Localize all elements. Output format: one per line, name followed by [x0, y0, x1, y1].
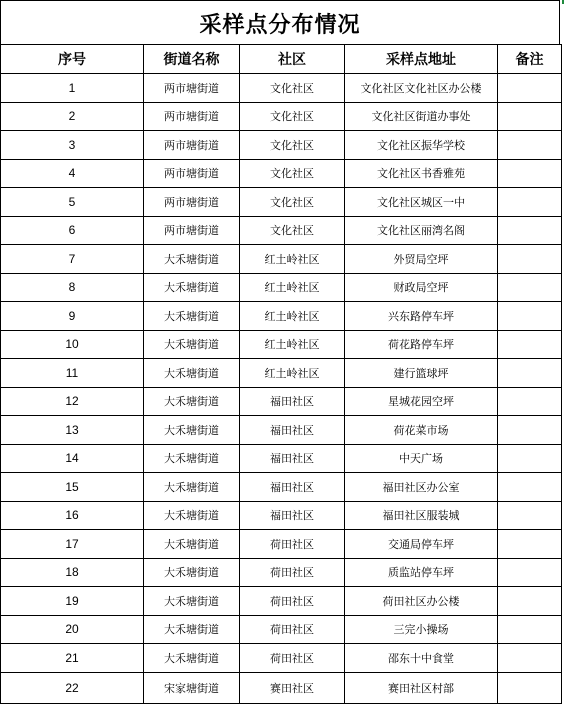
- cell-index[interactable]: 4: [1, 159, 144, 188]
- cell-index[interactable]: 16: [1, 501, 144, 530]
- cell-community[interactable]: 文化社区: [240, 74, 345, 103]
- cell-street[interactable]: 大禾塘街道: [144, 615, 240, 644]
- cell-address[interactable]: 星城花园空坪: [345, 387, 498, 416]
- cell-street[interactable]: 两市塘街道: [144, 188, 240, 217]
- table-row: [1, 131, 562, 160]
- cell-community[interactable]: 荷田社区: [240, 530, 345, 559]
- cell-index[interactable]: 10: [1, 330, 144, 359]
- cell-remark[interactable]: [498, 131, 562, 160]
- column-header-street[interactable]: 街道名称: [144, 45, 240, 74]
- cell-address[interactable]: 邵东十中食堂: [345, 644, 498, 673]
- cell-index[interactable]: 12: [1, 387, 144, 416]
- cell-index[interactable]: 17: [1, 530, 144, 559]
- cell-index[interactable]: 5: [1, 188, 144, 217]
- cell-address[interactable]: 福田社区服装城: [345, 501, 498, 530]
- cell-address[interactable]: 文化社区文化社区办公楼: [345, 74, 498, 103]
- cell-community[interactable]: 荷田社区: [240, 644, 345, 673]
- cell-street[interactable]: 大禾塘街道: [144, 387, 240, 416]
- cell-street[interactable]: 大禾塘街道: [144, 330, 240, 359]
- cell-address[interactable]: 文化社区城区一中: [345, 188, 498, 217]
- table-row: [1, 245, 562, 274]
- cell-remark[interactable]: [498, 387, 562, 416]
- cell-remark[interactable]: [498, 102, 562, 131]
- cell-street[interactable]: 两市塘街道: [144, 74, 240, 103]
- column-header-community[interactable]: 社区: [240, 45, 345, 74]
- cell-address[interactable]: 兴东路停车坪: [345, 302, 498, 331]
- cell-community[interactable]: 文化社区: [240, 188, 345, 217]
- cell-remark[interactable]: [498, 615, 562, 644]
- table-body: [1, 74, 562, 704]
- cell-community[interactable]: 文化社区: [240, 159, 345, 188]
- table-row: [1, 216, 562, 245]
- cell-community[interactable]: 荷田社区: [240, 615, 345, 644]
- cell-street[interactable]: 两市塘街道: [144, 131, 240, 160]
- cell-street[interactable]: 大禾塘街道: [144, 473, 240, 502]
- cell-street[interactable]: 大禾塘街道: [144, 359, 240, 388]
- cell-address[interactable]: 财政局空坪: [345, 273, 498, 302]
- cell-index[interactable]: 20: [1, 615, 144, 644]
- cell-address[interactable]: 建行篮球坪: [345, 359, 498, 388]
- table-row: [1, 159, 562, 188]
- cell-community[interactable]: 福田社区: [240, 473, 345, 502]
- table-row: [1, 330, 562, 359]
- cell-index[interactable]: 18: [1, 558, 144, 587]
- cell-community[interactable]: 赛田社区: [240, 672, 345, 703]
- cell-address[interactable]: 三完小操场: [345, 615, 498, 644]
- cell-street[interactable]: 宋家塘街道: [144, 672, 240, 703]
- cell-remark[interactable]: [498, 302, 562, 331]
- cell-remark[interactable]: [498, 245, 562, 274]
- cell-remark[interactable]: [498, 587, 562, 616]
- table-row: [1, 587, 562, 616]
- cell-remark[interactable]: [498, 501, 562, 530]
- cell-community[interactable]: 文化社区: [240, 216, 345, 245]
- cell-remark[interactable]: [498, 359, 562, 388]
- cell-remark[interactable]: [498, 530, 562, 559]
- cell-address[interactable]: 荷花菜市场: [345, 416, 498, 445]
- cell-address[interactable]: 文化社区书香雅苑: [345, 159, 498, 188]
- cell-remark[interactable]: [498, 330, 562, 359]
- cell-index[interactable]: 9: [1, 302, 144, 331]
- cell-index[interactable]: 8: [1, 273, 144, 302]
- sheet-title: 采样点分布情况: [0, 0, 560, 45]
- cell-remark[interactable]: [498, 216, 562, 245]
- cell-address[interactable]: 外贸局空坪: [345, 245, 498, 274]
- table-row: [1, 473, 562, 502]
- table-row: [1, 558, 562, 587]
- table-row: [1, 74, 562, 103]
- table-row: [1, 359, 562, 388]
- cell-address[interactable]: 文化社区振华学校: [345, 131, 498, 160]
- cell-community[interactable]: 红土岭社区: [240, 330, 345, 359]
- table-row: [1, 302, 562, 331]
- cell-street[interactable]: 大禾塘街道: [144, 501, 240, 530]
- cell-index[interactable]: 22: [1, 672, 144, 703]
- cell-street[interactable]: 两市塘街道: [144, 216, 240, 245]
- cell-community[interactable]: 文化社区: [240, 102, 345, 131]
- cell-address[interactable]: 文化社区街道办事处: [345, 102, 498, 131]
- cell-address[interactable]: 文化社区丽湾名阁: [345, 216, 498, 245]
- column-header-address[interactable]: 采样点地址: [345, 45, 498, 74]
- cell-remark[interactable]: [498, 159, 562, 188]
- cell-remark[interactable]: [498, 416, 562, 445]
- cell-community[interactable]: 文化社区: [240, 131, 345, 160]
- cell-street[interactable]: 大禾塘街道: [144, 245, 240, 274]
- table-row: [1, 387, 562, 416]
- cell-community[interactable]: 福田社区: [240, 416, 345, 445]
- cell-community[interactable]: 红土岭社区: [240, 359, 345, 388]
- cell-remark[interactable]: [498, 273, 562, 302]
- cell-street[interactable]: 大禾塘街道: [144, 558, 240, 587]
- table-row: [1, 672, 562, 703]
- cell-index[interactable]: 7: [1, 245, 144, 274]
- cell-address[interactable]: 赛田社区村部: [345, 672, 498, 703]
- cell-index[interactable]: 21: [1, 644, 144, 673]
- cell-address[interactable]: 交通局停车坪: [345, 530, 498, 559]
- table-row: [1, 615, 562, 644]
- cell-remark[interactable]: [498, 444, 562, 473]
- cell-street[interactable]: 大禾塘街道: [144, 644, 240, 673]
- cell-index[interactable]: 19: [1, 587, 144, 616]
- table-row: [1, 188, 562, 217]
- cell-community[interactable]: 福田社区: [240, 387, 345, 416]
- cell-remark[interactable]: [498, 644, 562, 673]
- cell-street[interactable]: 大禾塘街道: [144, 302, 240, 331]
- cell-index[interactable]: 6: [1, 216, 144, 245]
- cell-community[interactable]: 荷田社区: [240, 558, 345, 587]
- sampling-points-table: [0, 44, 562, 704]
- cell-community[interactable]: 福田社区: [240, 501, 345, 530]
- cell-index[interactable]: 13: [1, 416, 144, 445]
- cell-street[interactable]: 两市塘街道: [144, 102, 240, 131]
- cell-street[interactable]: 两市塘街道: [144, 159, 240, 188]
- cell-address[interactable]: 质监站停车坪: [345, 558, 498, 587]
- cell-address[interactable]: 中天广场: [345, 444, 498, 473]
- column-header-index[interactable]: 序号: [1, 45, 144, 74]
- cell-address[interactable]: 荷田社区办公楼: [345, 587, 498, 616]
- cell-community[interactable]: 荷田社区: [240, 587, 345, 616]
- cell-remark[interactable]: [498, 672, 562, 703]
- cell-community[interactable]: 红土岭社区: [240, 245, 345, 274]
- column-header-remark[interactable]: 备注: [498, 45, 562, 74]
- table-row: [1, 501, 562, 530]
- cell-index[interactable]: 11: [1, 359, 144, 388]
- cell-street[interactable]: 大禾塘街道: [144, 530, 240, 559]
- cell-address[interactable]: 福田社区办公室: [345, 473, 498, 502]
- cell-remark[interactable]: [498, 473, 562, 502]
- cell-street[interactable]: 大禾塘街道: [144, 587, 240, 616]
- table-row: [1, 444, 562, 473]
- cell-street[interactable]: 大禾塘街道: [144, 444, 240, 473]
- table-row: [1, 530, 562, 559]
- cell-remark[interactable]: [498, 74, 562, 103]
- table-row: [1, 644, 562, 673]
- cell-community[interactable]: 红土岭社区: [240, 302, 345, 331]
- cell-street[interactable]: 大禾塘街道: [144, 273, 240, 302]
- table-row: [1, 416, 562, 445]
- cell-index[interactable]: 2: [1, 102, 144, 131]
- cell-community[interactable]: 福田社区: [240, 444, 345, 473]
- cell-address[interactable]: 荷花路停车坪: [345, 330, 498, 359]
- table-row: [1, 273, 562, 302]
- table-row: [1, 102, 562, 131]
- cell-remark[interactable]: [498, 558, 562, 587]
- cell-index[interactable]: 14: [1, 444, 144, 473]
- cell-index[interactable]: 1: [1, 74, 144, 103]
- cell-street[interactable]: 大禾塘街道: [144, 416, 240, 445]
- table-header-row: [1, 45, 562, 74]
- cell-index[interactable]: 3: [1, 131, 144, 160]
- cell-index[interactable]: 15: [1, 473, 144, 502]
- cell-community[interactable]: 红土岭社区: [240, 273, 345, 302]
- cell-remark[interactable]: [498, 188, 562, 217]
